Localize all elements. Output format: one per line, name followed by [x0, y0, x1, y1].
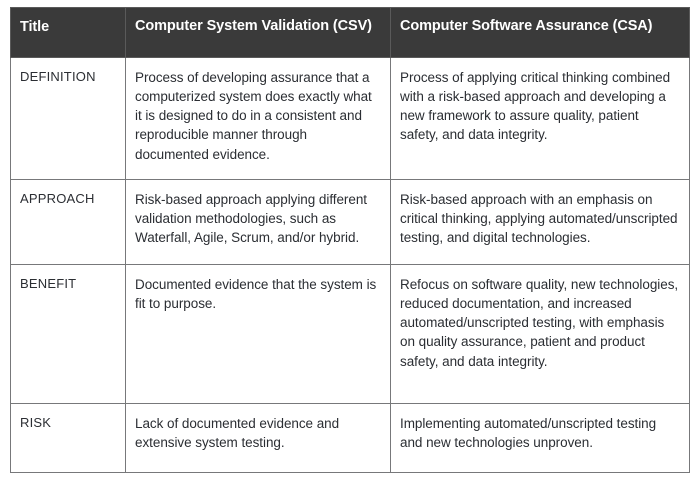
- cell-approach-csv: Risk-based approach applying different validation methodologies, such as Waterfall, Agile, Scrum, and/or hybrid.: [126, 180, 391, 265]
- cell-definition-csa: Process of applying critical thinking combined with a risk-based approach and developing a new framework to assure quality, patient safety, and data integrity.: [391, 58, 690, 180]
- cell-risk-csv: Lack of documented evidence and extensive system testing.: [126, 404, 391, 473]
- row-label-benefit: BENEFIT: [11, 265, 126, 404]
- cell-approach-csa: Risk-based approach with an emphasis on critical thinking, applying automated/unscripted testing, and digital technologies.: [391, 180, 690, 265]
- table-body: [11, 58, 690, 473]
- column-header-csv: Computer System Validation (CSV): [126, 8, 391, 58]
- table-row: [11, 404, 690, 473]
- table-header: [11, 8, 690, 58]
- cell-benefit-csa: Refocus on software quality, new technologies, reduced documentation, and increased automated/unscripted testing, with emphasis on quality assurance, patient and product safety, and data integrity.: [391, 265, 690, 404]
- cell-definition-csv: Process of developing assurance that a computerized system does exactly what it is designed to do in a consistent and reproducible manner through documented evidence.: [126, 58, 391, 180]
- row-label-approach: APPROACH: [11, 180, 126, 265]
- row-label-risk: RISK: [11, 404, 126, 473]
- cell-risk-csa: Implementing automated/unscripted testing and new technologies unproven.: [391, 404, 690, 473]
- row-label-definition: DEFINITION: [11, 58, 126, 180]
- table-row: [11, 180, 690, 265]
- table-row: [11, 58, 690, 180]
- column-header-title: Title: [11, 8, 126, 58]
- comparison-table-container: [10, 7, 689, 473]
- table-row: [11, 265, 690, 404]
- column-header-csa: Computer Software Assurance (CSA): [391, 8, 690, 58]
- csv-vs-csa-comparison-table: [10, 7, 690, 473]
- cell-benefit-csv: Documented evidence that the system is fit to purpose.: [126, 265, 391, 404]
- table-header-row: [11, 8, 690, 58]
